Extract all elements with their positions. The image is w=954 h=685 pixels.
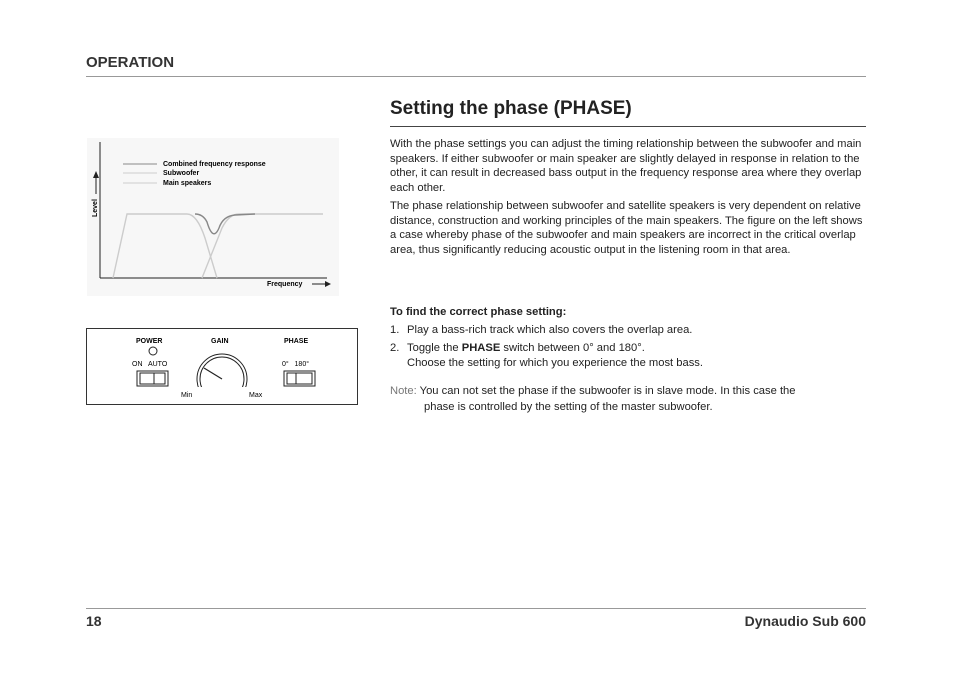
step-2-bold: PHASE	[461, 342, 501, 354]
power-options: ON AUTO	[132, 361, 168, 368]
gain-label: GAIN	[211, 338, 229, 345]
step-2-line2: Choose the setting for which you experience the most bass.	[407, 356, 704, 369]
control-panel	[86, 328, 358, 405]
subwoofer-curve	[113, 214, 217, 278]
frequency-label: Frequency	[267, 281, 303, 288]
phase-switch[interactable]	[284, 371, 315, 386]
legend-main: Main speakers	[163, 180, 212, 187]
frequency-response-svg	[87, 138, 339, 296]
intro-paragraph: With the phase settings you can adjust the timing relationship between the subwoofer and main speakers. If either subwoofer or main speaker are slightly delayed in response in relation to the other, it can result in decreased bass output in the frequency response area where they overlap each other.	[390, 138, 862, 194]
phase-options: 0° 180°	[282, 361, 310, 368]
step-2-text-before: Toggle the	[407, 342, 462, 354]
step-2-text-after: switch between 0° and 180°.	[500, 342, 645, 354]
gain-min-label: Min	[181, 392, 193, 399]
step-1-number: 1.	[390, 324, 400, 336]
legend-subwoofer: Subwoofer	[163, 170, 200, 177]
gain-max-label: Max	[249, 392, 263, 399]
phase-label: PHASE	[284, 338, 309, 345]
steps-heading: To find the correct phase setting:	[390, 306, 567, 318]
power-label: POWER	[136, 338, 163, 345]
step-2	[390, 341, 866, 370]
product-name: Dynaudio Sub 600	[744, 613, 866, 629]
page-number: 18	[86, 613, 102, 629]
phase-relationship-paragraph: The phase relationship between subwoofer and satellite speakers is very dependent on relative distance, construction and working principles of the main speakers. The figure on the left shows a case whereby phase of the subwoofer and main speakers are incorrect in the critical overlap area, thus significantly reducing acoustic output in the listening room in that area.	[390, 200, 863, 256]
power-led-icon	[149, 347, 157, 355]
step-2-number: 2.	[390, 342, 400, 354]
section-title: OPERATION	[86, 54, 175, 71]
title-underline	[390, 126, 866, 127]
legend-combined: Combined frequency response	[163, 161, 266, 168]
step-1-text: Play a bass-rich track which also covers the overlap area.	[407, 324, 693, 336]
note-label: Note:	[390, 385, 417, 397]
footer-divider	[86, 608, 866, 609]
step-1	[390, 323, 866, 338]
frequency-arrow-head	[325, 281, 331, 287]
header-divider	[86, 76, 866, 77]
frequency-response-graph	[87, 138, 339, 296]
note-line1: You can not set the phase if the subwoofer is in slave mode. In this case the	[416, 385, 796, 397]
power-switch[interactable]	[137, 371, 168, 386]
note	[390, 384, 866, 415]
page-title: Setting the phase (PHASE)	[390, 98, 632, 119]
control-panel-svg	[87, 329, 357, 404]
level-arrow-head	[93, 171, 99, 178]
level-label: Level	[92, 199, 99, 217]
note-line2: phase is controlled by the setting of the master subwoofer.	[424, 400, 713, 413]
